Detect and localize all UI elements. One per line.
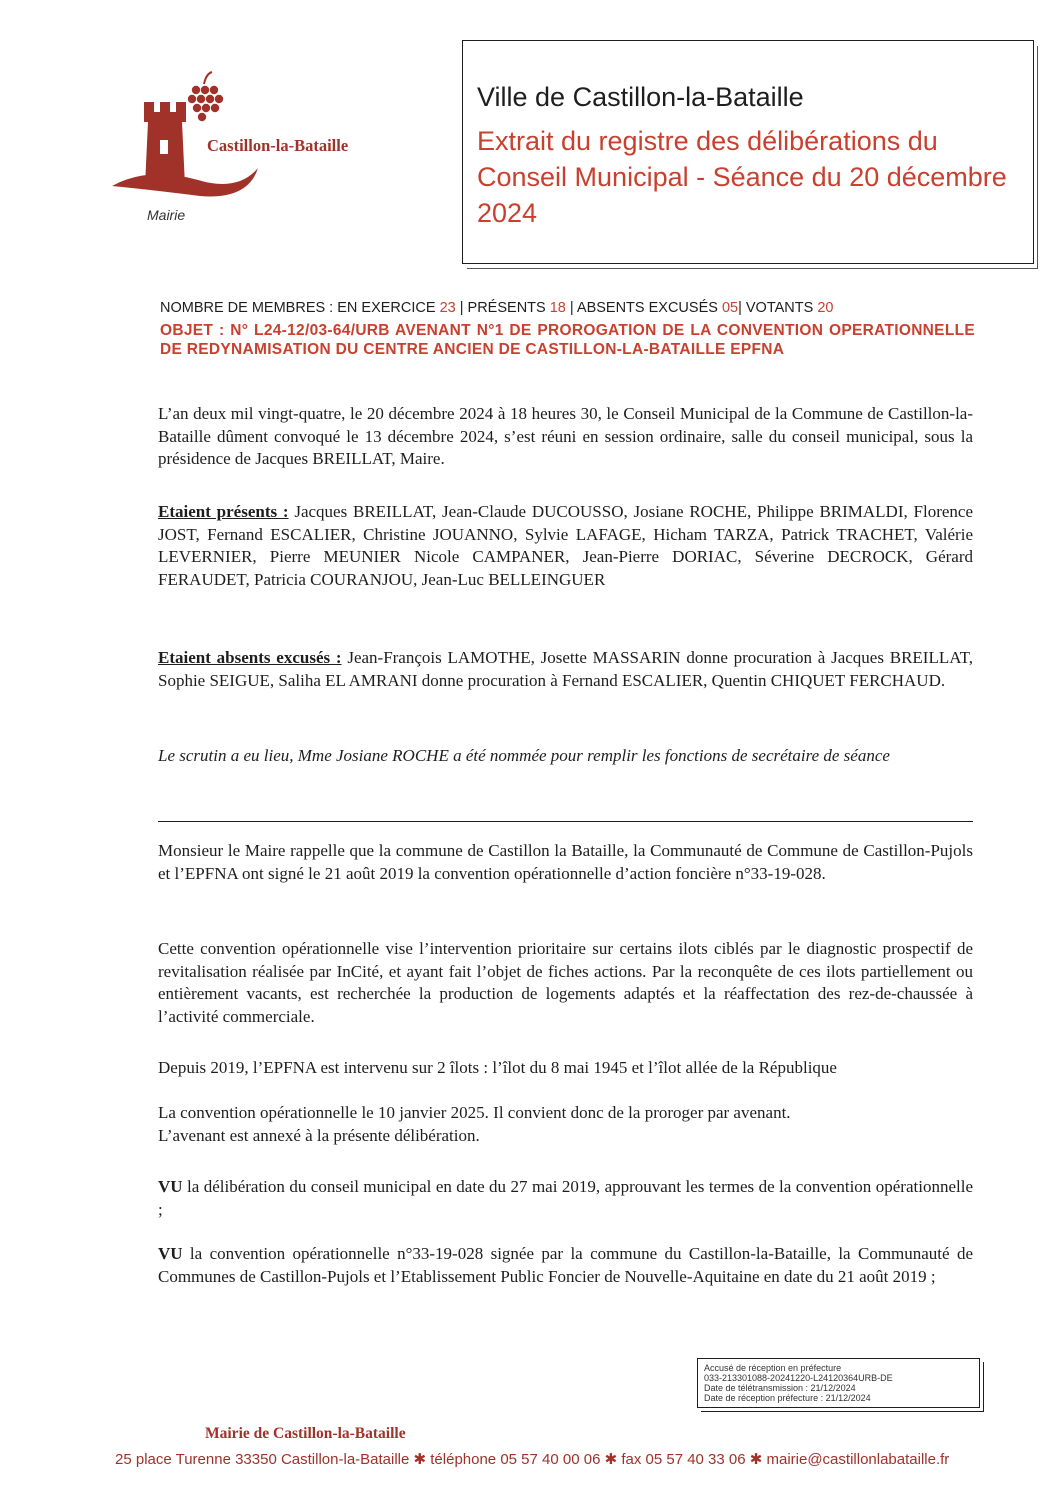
body-paragraph-1: Monsieur le Maire rappelle que la commune de Castillon la Bataille, la Communauté de Commune de Castillon-Pujols et l’EPFNA ont signé le 21 août 2019 la convention opérationnelle d’action foncière n°33-19-028. — [158, 841, 973, 883]
body-paragraph-2: Cette convention opérationnelle vise l’intervention prioritaire sur certains ilots ciblés par le diagnostic prospectif de revitalisation réalisée par InCité, et ayant fait l’objet de fiches actions. Par la reconquête de ces ilots partiellement ou entièrement vacants, est recherchée la production de logements adaptés et la réaffectation des rez-de-chaussée à l’activité commerciale. — [158, 939, 973, 1026]
presents-label: Etaient présents : — [158, 502, 289, 521]
absents-count: 05 — [721, 300, 739, 316]
vu-paragraph-1 — [158, 1176, 973, 1221]
section-divider — [158, 821, 973, 822]
body-paragraph-3: Depuis 2019, l’EPFNA est intervenu sur 2 îlots : l’îlot du 8 mai 1945 et l’îlot allée de la République — [158, 1058, 837, 1077]
footer-address: 25 place Turenne 33350 Castillon-la-Bataille ✱ téléphone 05 57 40 00 06 ✱ fax 05 57 40 33 06 ✱ mairie@castillonlabataille.fr — [115, 1451, 950, 1468]
logo-subtitle: Mairie — [147, 207, 186, 223]
presents-count: 18 — [549, 300, 566, 316]
vu-label: VU — [158, 1244, 183, 1263]
votants-count: 20 — [817, 300, 834, 316]
en-exercice-count: 23 — [439, 300, 456, 316]
body-paragraph-4 — [158, 1102, 973, 1147]
absents-paragraph — [158, 647, 973, 692]
votants-label: | VOTANTS — [738, 300, 814, 316]
absents-list: Jean-François LAMOTHE, Josette MASSARIN donne procuration à Jacques BREILLAT, Sophie SEIGUE, Saliha EL AMRANI donne procuration à Fernand ESCALIER, Quentin CHIQUET FERCHAUD. — [158, 648, 973, 690]
deliberation-object: OBJET : N° L24-12/03-64/URB AVENANT N°1 DE PROROGATION DE LA CONVENTION OPERATIONNELLE DE REDYNAMISATION DU CENTRE ANCIEN DE CASTILLON-LA-BATAILLE EPFNA — [160, 322, 975, 358]
vu-text: la convention opérationnelle n°33-19-028 signée par la commune du Castillon-la-Bataille, la Communauté de Communes de Castillon-Pujols et l’Etablissement Public Foncier de Nouvelle-Aquitaine en date du 21 août 2019 ; — [158, 1244, 973, 1286]
stamp-line-2: 033-213301088-20241220-L24120364URB-DE — [704, 1373, 893, 1383]
absents-label: | ABSENTS EXCUSÉS — [565, 300, 718, 316]
vu-text: la délibération du conseil municipal en date du 27 mai 2019, approuvant les termes de la convention opérationnelle ; — [158, 1177, 973, 1219]
presents-list: Jacques BREILLAT, Jean-Claude DUCOUSSO, Josiane ROCHE, Philippe BRIMALDI, Florence JOST, Fernand ESCALIER, Christine JOUANNO, Sylvie LAFAGE, Hicham TARZA, Patrick TRACHET, Valérie LEVERNIER, Pierre MEUNIER Nicole CAMPANER, Jean-Pierre DORIAC, Séverine DECROCK, Gérard FERAUDET, Patricia COURANJOU, Jean-Luc BELLEINGUER — [158, 502, 974, 589]
stamp-line-3: Date de télétransmission : 21/12/2024 — [704, 1383, 856, 1393]
prefecture-receipt-stamp — [697, 1358, 980, 1408]
presents-label: | PRÉSENTS — [455, 300, 546, 316]
vu-label: VU — [158, 1177, 183, 1196]
body-paragraph-4-line-1: La convention opérationnelle le 10 janvier 2025. Il convient donc de la proroger par avenant. — [158, 1103, 791, 1122]
header-town-title: Ville de Castillon-la-Bataille — [477, 82, 804, 112]
scrutin-paragraph: Le scrutin a eu lieu, Mme Josiane ROCHE a été nommée pour remplir les fonctions de secrétaire de séance — [158, 746, 890, 765]
absents-label: Etaient absents excusés : — [158, 648, 342, 667]
vu-paragraph-2 — [158, 1243, 973, 1288]
stamp-line-4: Date de réception préfecture : 21/12/2024 — [704, 1393, 871, 1403]
presents-paragraph — [158, 501, 973, 591]
intro-paragraph: L’an deux mil vingt-quatre, le 20 décembre 2024 à 18 heures 30, le Conseil Municipal de la Commune de Castillon-la-Bataille dûment convoqué le 13 décembre 2024, s’est réuni en session ordinaire, salle du conseil municipal, sous la présidence de Jacques BREILLAT, Maire. — [158, 404, 973, 468]
members-count-line — [160, 300, 833, 316]
members-label: NOMBRE DE MEMBRES : EN EXERCICE — [160, 300, 436, 316]
header-extract-title: Extrait du registre des délibérations du Conseil Municipal - Séance du 20 décembre 2024 — [477, 126, 1007, 228]
logo-town-name: Castillon-la-Bataille — [207, 136, 349, 155]
stamp-line-1: Accusé de réception en préfecture — [704, 1363, 842, 1373]
footer-title: Mairie de Castillon-la-Bataille — [205, 1425, 406, 1442]
body-paragraph-4-line-2: L’avenant est annexé à la présente délibération. — [158, 1125, 480, 1145]
